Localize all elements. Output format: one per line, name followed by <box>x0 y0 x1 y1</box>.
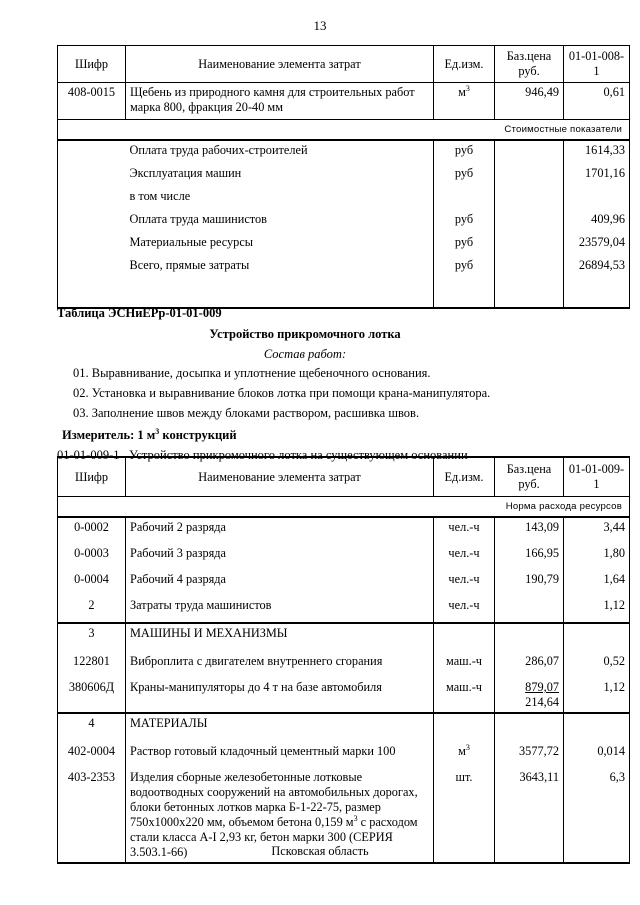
cell-name: Затраты труда машинистов <box>126 596 434 623</box>
section-heading-block <box>0 305 640 465</box>
cell-price <box>495 210 564 233</box>
resource-table-009 <box>57 456 630 864</box>
cell-price <box>495 187 564 210</box>
cell-name <box>126 279 434 308</box>
cost-indicators-band <box>58 120 630 141</box>
cell-unit: руб <box>434 140 495 164</box>
cell-name: Рабочий 4 разряда <box>126 570 434 596</box>
cell-unit-base: м <box>458 85 466 99</box>
cell-name: Виброплита с двигателем внутреннего сгорания <box>126 652 434 678</box>
cell-price <box>495 140 564 164</box>
table-row <box>58 544 630 570</box>
cell-name-part2: с расходом стали класса А-I 2,93 кг, бетон марки 300 (СЕРИЯ 3.503.1-66) <box>130 815 418 859</box>
cell-unit: чел.-ч <box>434 596 495 623</box>
cell-unit <box>434 623 495 652</box>
cell-code: 0-0004 <box>58 570 126 596</box>
table-label: Таблица ЭСНиЕРр-01-01-009 <box>57 306 222 320</box>
work-step: 02. Установка и выравнивание блоков лотка при помощи крана-манипулятора. <box>73 386 491 400</box>
col-header-price-line2: руб. <box>518 64 540 78</box>
cell-norm: 26894,53 <box>564 256 630 279</box>
cell-norm: 1701,16 <box>564 164 630 187</box>
cell-code: 380606Д <box>58 678 126 713</box>
cell-price <box>495 164 564 187</box>
col-header-name: Наименование элемента затрат <box>126 46 434 83</box>
cell-unit: руб <box>434 233 495 256</box>
cell-code: 2 <box>58 596 126 623</box>
cell-name-sup: 3 <box>353 813 358 823</box>
cell-code: 408-0015 <box>58 83 126 120</box>
page-number: 13 <box>313 18 327 33</box>
cell-price: 166,95 <box>495 544 564 570</box>
izmeritel-suffix: конструкций <box>159 428 237 442</box>
cell-name: Рабочий 2 разряда <box>126 517 434 544</box>
cell-name-part1: Изделия сборные железобетонные лотковые водоотводных сооружений на автомобильных дорогах, блоки бетонных лотков марка Б-1-22-75, размер 750х1000х220 мм, объемом бетона 0,159 м <box>130 770 418 829</box>
cell-unit: маш.-ч <box>434 678 495 713</box>
cell-unit-sup: 3 <box>465 742 470 752</box>
cell-norm: 1,12 <box>564 596 630 623</box>
cell-unit: чел.-ч <box>434 517 495 544</box>
table2-header-row <box>58 457 630 497</box>
cell-name: Всего, прямые затраты <box>126 256 434 279</box>
col-header-code: Шифр <box>58 46 126 83</box>
cell-unit: маш.-ч <box>434 652 495 678</box>
cell-name: Раствор готовый кладочный цементный марки 100 <box>126 742 434 768</box>
col-header-norm: 01-01-008-1 <box>564 46 630 83</box>
sostav-label: Состав работ: <box>263 347 347 361</box>
page-footer: Псковская область <box>271 844 369 858</box>
table-row <box>58 517 630 544</box>
cell-norm <box>564 713 630 742</box>
cell-norm <box>564 279 630 308</box>
cell-name: Оплата труда рабочих-строителей <box>126 140 434 164</box>
cell-price: 3577,72 <box>495 742 564 768</box>
cell-unit <box>434 83 495 120</box>
cell-unit: руб <box>434 256 495 279</box>
cell-price <box>495 678 564 713</box>
cell-norm <box>564 187 630 210</box>
cell-price-secondary: 214,64 <box>525 695 559 709</box>
cell-name: в том числе <box>126 187 434 210</box>
col-header-unit: Ед.изм. <box>434 457 495 497</box>
cell-price: 143,09 <box>495 517 564 544</box>
table-row <box>58 233 630 256</box>
table1-header-row <box>58 46 630 83</box>
col-header-unit: Ед.изм. <box>434 46 495 83</box>
col-header-name: Наименование элемента затрат <box>126 457 434 497</box>
cell-unit-sup: 3 <box>465 83 470 93</box>
col-header-price-line2: руб. <box>518 477 540 491</box>
cell-norm: 1,80 <box>564 544 630 570</box>
table-row <box>58 742 630 768</box>
cell-price <box>495 623 564 652</box>
cell-code <box>58 279 126 308</box>
cell-unit <box>434 742 495 768</box>
cell-price-primary: 879,07 <box>525 680 559 694</box>
table-row <box>58 210 630 233</box>
cell-unit: чел.-ч <box>434 570 495 596</box>
cell-norm: 1614,33 <box>564 140 630 164</box>
table-row <box>58 187 630 210</box>
cost-table-008 <box>57 45 630 309</box>
table-row <box>58 83 630 120</box>
table-row <box>58 140 630 164</box>
table-row <box>58 678 630 713</box>
cell-price: 190,79 <box>495 570 564 596</box>
table-row <box>58 570 630 596</box>
cell-code <box>58 140 126 164</box>
cell-code: 0-0002 <box>58 517 126 544</box>
cell-unit: руб <box>434 164 495 187</box>
cell-name: Краны-манипуляторы до 4 т на базе автомобиля <box>126 678 434 713</box>
work-step: 03. Заполнение швов между блоками раствором, расшивка швов. <box>73 406 420 420</box>
cell-price <box>495 256 564 279</box>
table-row-spacer <box>58 279 630 308</box>
izmeritel-line <box>62 425 640 445</box>
cell-unit: руб <box>434 210 495 233</box>
group-row-materials <box>58 713 630 742</box>
cell-unit <box>434 187 495 210</box>
cell-norm: 0,014 <box>564 742 630 768</box>
table-row <box>58 596 630 623</box>
cell-code <box>58 210 126 233</box>
cell-price <box>495 713 564 742</box>
cell-norm: 0,52 <box>564 652 630 678</box>
item-code: 01-01-009-1 <box>57 448 120 462</box>
col-header-price <box>495 46 564 83</box>
table-row <box>58 256 630 279</box>
col-header-norm: 01-01-009-1 <box>564 457 630 497</box>
group-row-machines <box>58 623 630 652</box>
cell-code <box>58 164 126 187</box>
item-name: Устройство прикромочного лотка на существующем основании <box>129 448 468 462</box>
cell-norm: 6,3 <box>564 768 630 863</box>
cell-norm: 409,96 <box>564 210 630 233</box>
cell-code: 402-0004 <box>58 742 126 768</box>
cell-norm: 1,64 <box>564 570 630 596</box>
cell-price: 3643,11 <box>495 768 564 863</box>
table-row <box>58 652 630 678</box>
col-header-price-line1: Баз.цена <box>506 49 552 63</box>
work-step: 01. Выравнивание, досыпка и уплотнение щебеночного основания. <box>73 366 431 380</box>
cell-code <box>58 256 126 279</box>
cell-name: Рабочий 3 разряда <box>126 544 434 570</box>
cell-unit: шт. <box>434 768 495 863</box>
cell-norm: 3,44 <box>564 517 630 544</box>
table1 <box>57 45 630 309</box>
cell-price: 946,49 <box>495 83 564 120</box>
izmeritel-prefix: Измеритель: 1 м <box>62 428 156 442</box>
cell-price: 286,07 <box>495 652 564 678</box>
cell-unit: чел.-ч <box>434 544 495 570</box>
cost-indicators-label: Стоимостные показатели <box>58 120 630 141</box>
cell-code: 403-2353 <box>58 768 126 863</box>
cell-code: 122801 <box>58 652 126 678</box>
table2 <box>57 456 630 864</box>
table-row <box>58 164 630 187</box>
cell-name: Материальные ресурсы <box>126 233 434 256</box>
cell-unit <box>434 713 495 742</box>
work-title: Устройство прикромочного лотка <box>209 327 401 341</box>
norm-band-label: Норма расхода ресурсов <box>58 497 630 518</box>
cell-unit <box>434 279 495 308</box>
cell-code: 0-0003 <box>58 544 126 570</box>
izmeritel-sup: 3 <box>155 426 160 436</box>
cell-norm: 0,61 <box>564 83 630 120</box>
cell-unit-base: м <box>458 744 466 758</box>
cell-price <box>495 233 564 256</box>
cell-norm: 1,12 <box>564 678 630 713</box>
cell-price <box>495 279 564 308</box>
cell-name: Оплата труда машинистов <box>126 210 434 233</box>
col-header-price-line1: Баз.цена <box>506 462 552 476</box>
cell-name: Эксплуатация машин <box>126 164 434 187</box>
cell-price <box>495 596 564 623</box>
col-header-price <box>495 457 564 497</box>
cell-code: 3 <box>58 623 126 652</box>
norm-band <box>58 497 630 518</box>
cell-norm <box>564 623 630 652</box>
cell-code <box>58 187 126 210</box>
col-header-code: Шифр <box>58 457 126 497</box>
cell-name: МАШИНЫ И МЕХАНИЗМЫ <box>126 623 434 652</box>
cell-code <box>58 233 126 256</box>
cell-name: МАТЕРИАЛЫ <box>126 713 434 742</box>
cell-norm: 23579,04 <box>564 233 630 256</box>
cell-name: Щебень из природного камня для строительных работ марка 800, фракция 20-40 мм <box>126 83 434 120</box>
cell-code: 4 <box>58 713 126 742</box>
